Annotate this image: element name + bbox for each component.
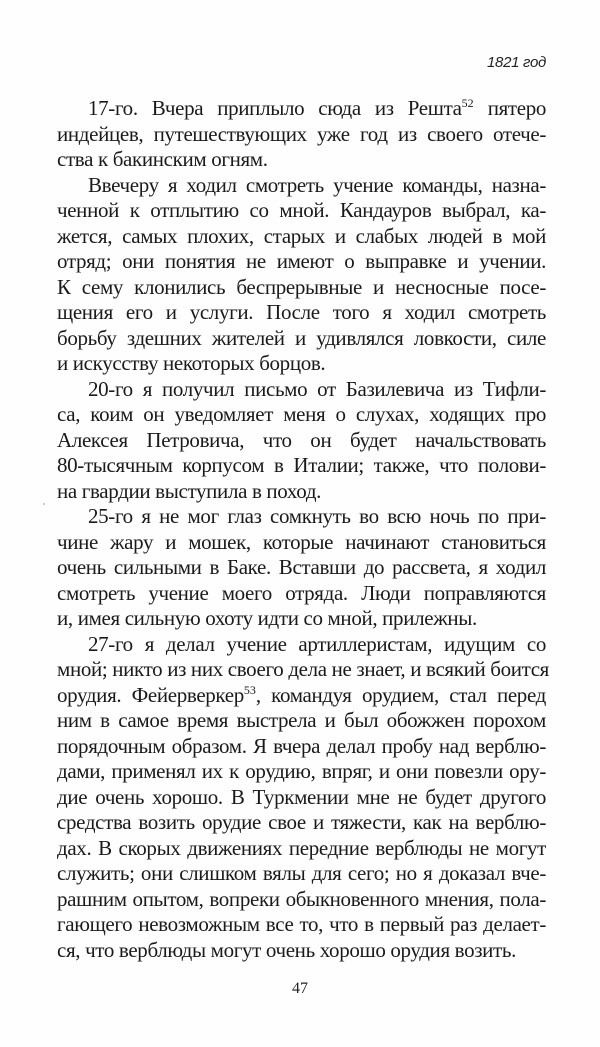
text-line: на гвардии выступила в поход. xyxy=(57,478,322,503)
text-line: ченной к отплытию со мной. Кандауров выбрал, ка- xyxy=(57,198,546,222)
text-line: смотреть учение моего отряда. Люди поправляются xyxy=(57,580,546,605)
text-line: мной; никто из них своего дела не знает, и всякий боится xyxy=(57,657,549,681)
text-line: Ввечеру я ходил смотреть учение команды, назна- xyxy=(88,172,546,197)
paragraph xyxy=(57,96,546,173)
text-line: дие очень хорошо. В Туркмении мне не будет другого xyxy=(57,784,546,809)
text-line: 80-тысячным корпусом в Италии; также, что полови- xyxy=(57,453,546,477)
text-line: ним в самое время выстрела и был обожжен порохом xyxy=(57,708,546,732)
footnote-marker[interactable]: 53 xyxy=(243,682,256,697)
text-line: рашним опытом, вопреки обыкновенного мнения, пола- xyxy=(57,886,546,911)
text-line: Алексея Петровича, что он будет начальствовать xyxy=(57,427,546,452)
text-line: индейцев, путешествующих уже год из своего отече- xyxy=(57,121,546,146)
text-line: орудия. Фейерверкер$^{53}$, командуя орудием, стал перед xyxy=(57,682,546,707)
paragraph xyxy=(57,631,549,964)
running-head: 1821 год xyxy=(487,54,546,71)
text-line: 27-го я делал учение артиллеристам, идущим со xyxy=(88,631,546,656)
text-line: 25-го я не мог глаз сомкнуть во всю ночь по при- xyxy=(88,504,546,528)
body-text xyxy=(57,96,549,963)
text-line: ства к бакинским огням. xyxy=(57,147,268,171)
footnote-marker[interactable]: 52 xyxy=(461,96,474,110)
text-line: средства возить орудие свое и тяжести, как на верблю- xyxy=(57,810,546,834)
text-line: К сему клонились беспрерывные и несносные посе- xyxy=(57,274,546,299)
text-line: и, имея сильную охоту идти со мной, прилежны. xyxy=(57,606,477,630)
text-line: гающего невозможным все то, что в первый раз делает- xyxy=(57,912,546,936)
text-line: ся, что верблюды могут очень хорошо орудия возить. xyxy=(57,937,517,962)
text-line: очень сильными в Баке. Вставши до рассвета, я ходил xyxy=(57,555,546,579)
text-line: дах. В скорых движениях передние верблюды не могут xyxy=(57,835,546,860)
text-line: служить; они слишком вялы для сего; но я доказал вче- xyxy=(57,861,546,885)
text-line: щения его и услуги. После того я ходил смотреть xyxy=(57,300,546,324)
text-line: дами, применял их к орудию, впряг, и они повезли ору- xyxy=(57,759,546,783)
scan-speck xyxy=(43,503,45,505)
text-line: отряд; они понятия не имеют о выправке и учении. xyxy=(57,249,546,273)
text-line: и искусству некоторых борцов. xyxy=(57,351,326,375)
text-line: порядочным образом. Я вчера делал пробу над верблю- xyxy=(57,733,546,758)
text-line: чине жару и мошек, которые начинают становиться xyxy=(57,529,546,554)
paragraph xyxy=(57,377,546,505)
text-line: жется, самых плохих, старых и слабых людей в мой xyxy=(57,223,546,248)
page-number: 47 xyxy=(292,980,308,997)
paragraph xyxy=(57,173,546,377)
paragraph xyxy=(57,504,546,632)
text-line: са, коим он уведомляет меня о слухах, ходящих про xyxy=(57,402,546,426)
text-line: 20-го я получил письмо от Базилевича из Тифли- xyxy=(88,376,546,401)
text-line: 17-го. Вчера приплыло сюда из Решта$^{52}$ пятеро xyxy=(88,96,546,120)
text-line: борьбу здешних жителей и удивлялся ловкости, силе xyxy=(57,325,546,350)
